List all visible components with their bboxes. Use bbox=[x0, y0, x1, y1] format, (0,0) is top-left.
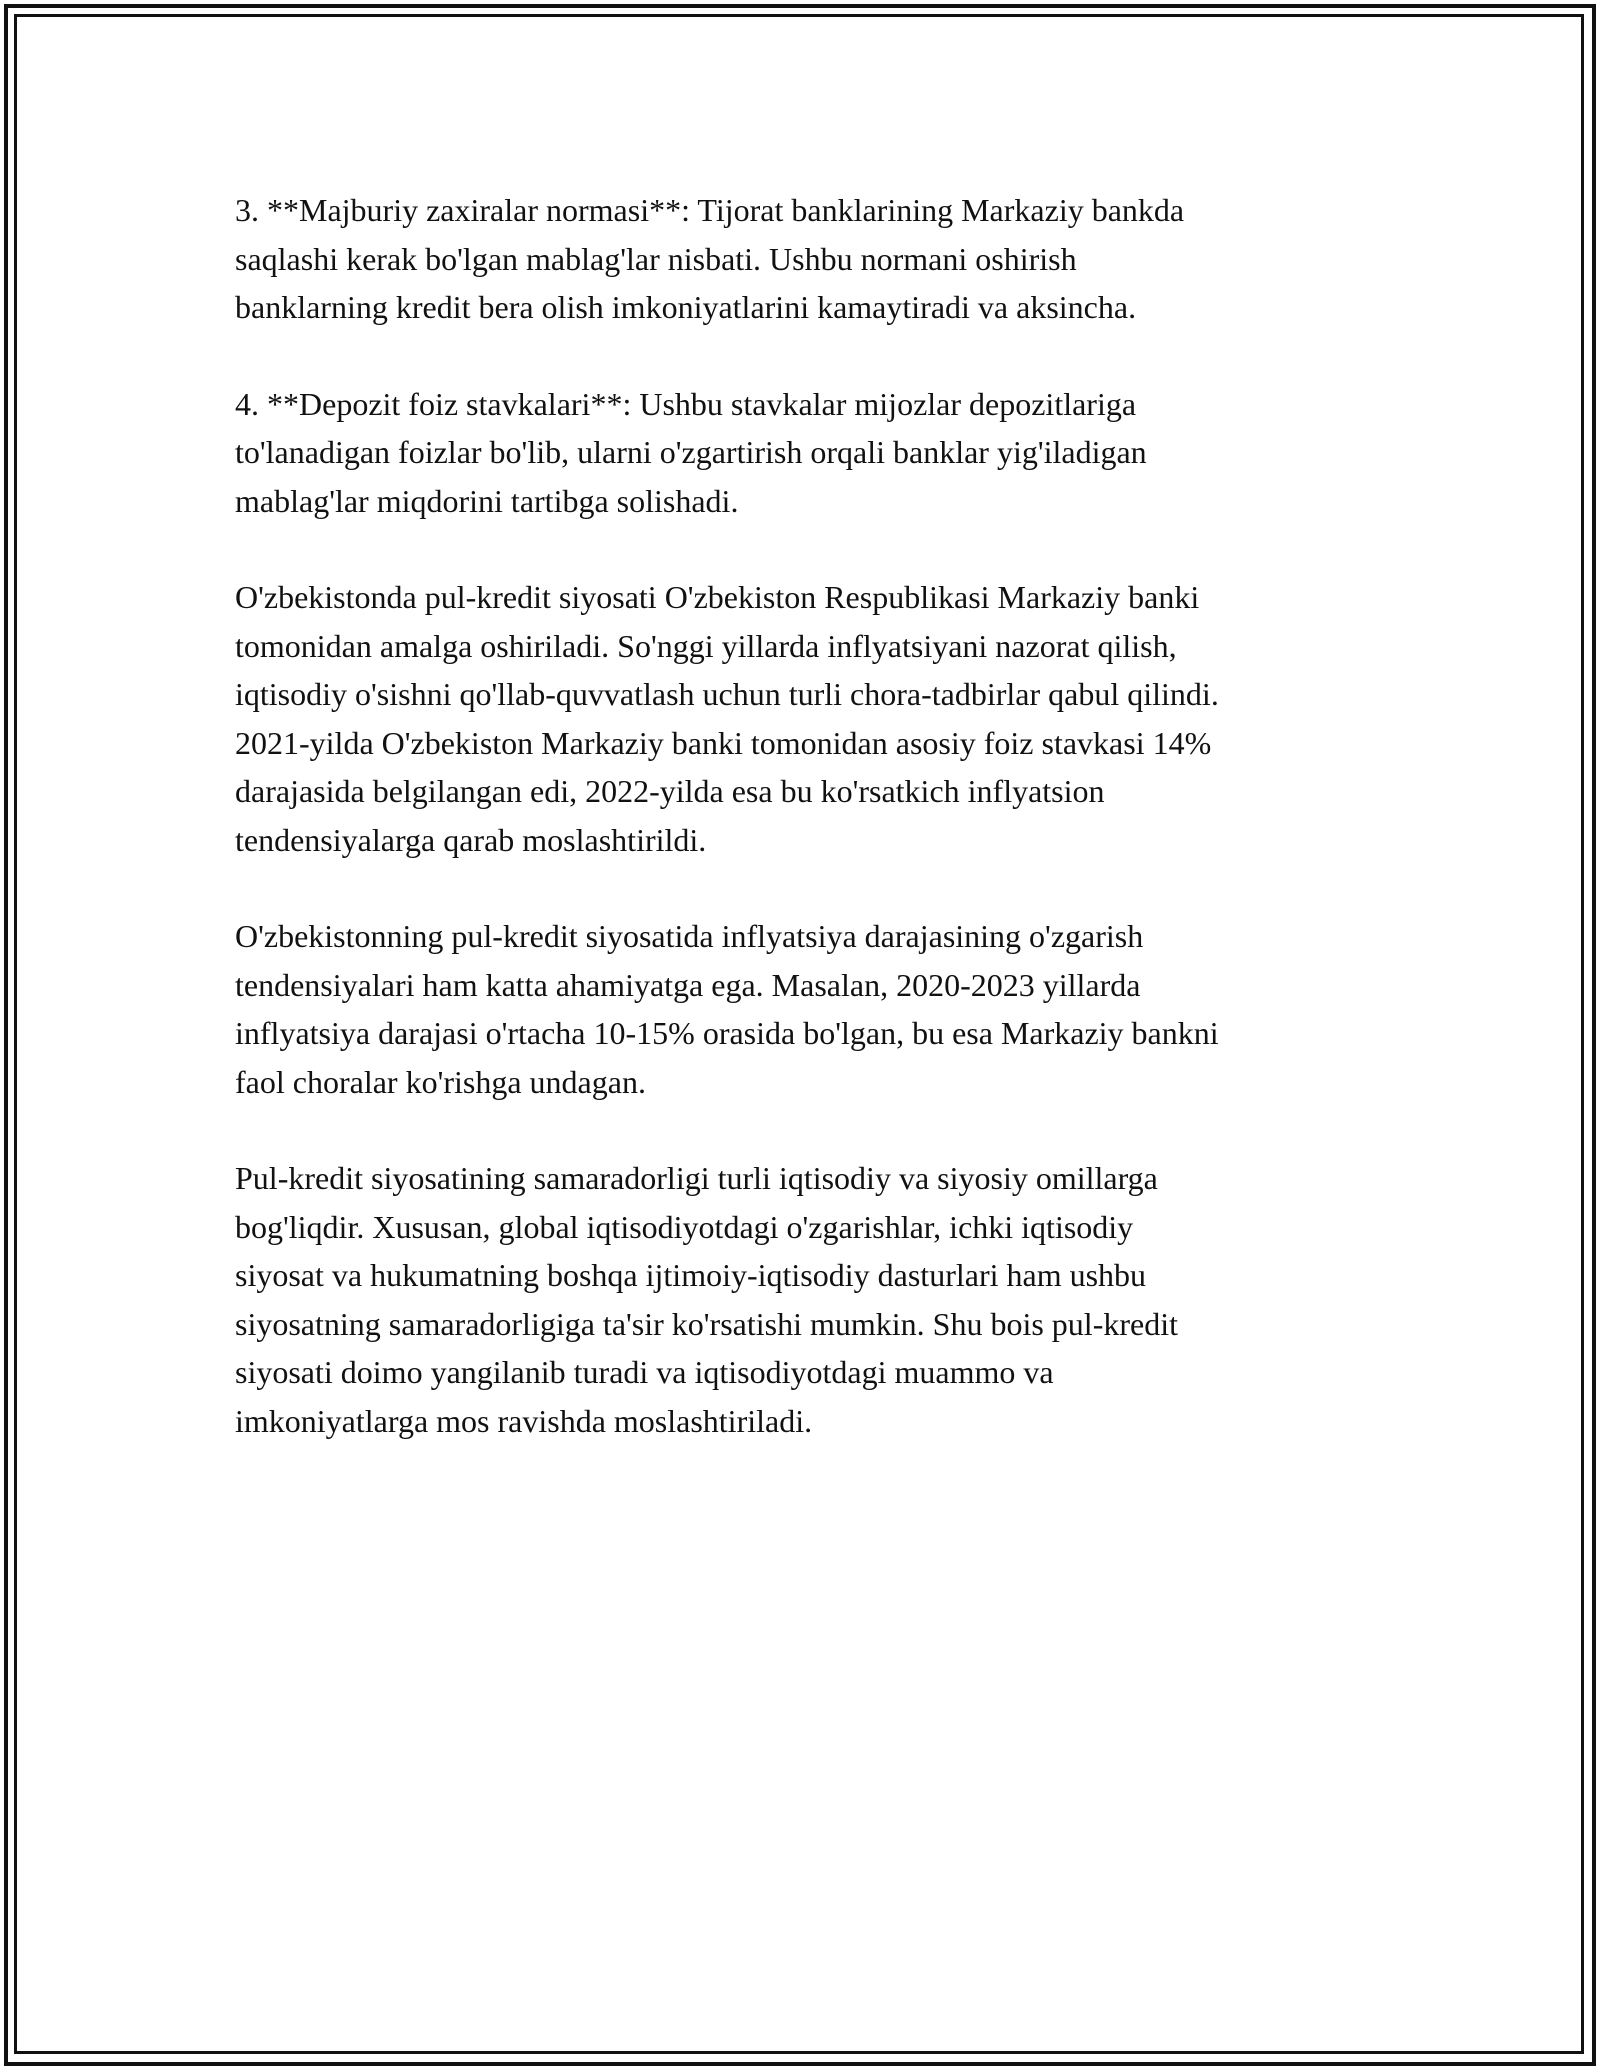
text-line: siyosati doimo yangilanib turadi va iqtisodiyotdagi muammo va bbox=[235, 1354, 1054, 1390]
text-line: tendensiyalarga qarab moslashtirildi. bbox=[235, 821, 707, 858]
text-line: mablag'lar miqdorini tartibga solishadi. bbox=[235, 482, 739, 519]
text-line: siyosat va hukumatning boshqa ijtimoiy-iqtisodiy dasturlari ham ushbu bbox=[235, 1257, 1147, 1293]
document-body bbox=[235, 186, 1385, 1493]
text-line: tendensiyalari ham katta ahamiyatga ega. Masalan, 2020-2023 yillarda bbox=[235, 966, 1141, 1003]
paragraph-deposit-rates bbox=[235, 380, 1385, 526]
text-line: imkoniyatlarga mos ravishda moslashtiriladi. bbox=[235, 1402, 813, 1439]
text-line: 4. **Depozit foiz stavkalari**: Ushbu stavkalar mijozlar depozitlariga bbox=[235, 385, 1137, 422]
paragraph-reserve-requirements bbox=[235, 186, 1385, 332]
text-line: O'zbekistonda pul-kredit siyosati O'zbekiston Respublikasi Markaziy banki bbox=[235, 579, 1200, 615]
text-line: Pul-kredit siyosatining samaradorligi turli iqtisodiy va siyosiy omillarga bbox=[235, 1160, 1158, 1196]
text-line: faol choralar ko'rishga undagan. bbox=[235, 1063, 646, 1100]
paragraph-uzbekistan-policy bbox=[235, 573, 1385, 864]
text-line: 2021-yilda O'zbekiston Markaziy banki tomonidan asosiy foiz stavkasi 14% bbox=[235, 724, 1212, 761]
text-line: to'lanadigan foizlar bo'lib, ularni o'zgartirish orqali banklar yig'iladigan bbox=[235, 434, 1147, 470]
text-line: tomonidan amalga oshiriladi. So'nggi yillarda inflyatsiyani nazorat qilish, bbox=[235, 627, 1177, 664]
text-line: O'zbekistonning pul-kredit siyosatida inflyatsiya darajasining o'zgarish bbox=[235, 918, 1144, 954]
text-line: 3. **Majburiy zaxiralar normasi**: Tijorat banklarining Markaziy bankda bbox=[235, 192, 1185, 228]
paragraph-policy-effectiveness bbox=[235, 1154, 1385, 1445]
text-line: iqtisodiy o'sishni qo'llab-quvvatlash uchun turli chora-tadbirlar qabul qilindi. bbox=[235, 676, 1219, 712]
text-line: bog'liqdir. Xususan, global iqtisodiyotdagi o'zgarishlar, ichki iqtisodiy bbox=[235, 1208, 1134, 1245]
text-line: inflyatsiya darajasi o'rtacha 10-15% orasida bo'lgan, bu esa Markaziy bankni bbox=[235, 1015, 1219, 1051]
text-line: banklarning kredit bera olish imkoniyatlarini kamaytiradi va aksincha. bbox=[235, 289, 1137, 325]
text-line: siyosatning samaradorligiga ta'sir ko'rsatishi mumkin. Shu bois pul-kredit bbox=[235, 1305, 1178, 1342]
paragraph-inflation-trends bbox=[235, 912, 1385, 1106]
text-line: darajasida belgilangan edi, 2022-yilda esa bu ko'rsatkich inflyatsion bbox=[235, 773, 1105, 809]
text-line: saqlashi kerak bo'lgan mablag'lar nisbati. Ushbu normani oshirish bbox=[235, 240, 1077, 277]
